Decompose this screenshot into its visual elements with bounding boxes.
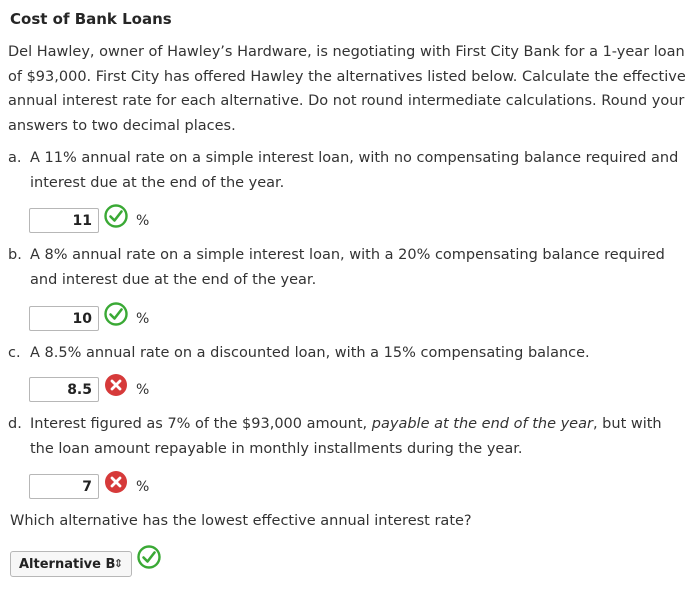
question-a — [8, 146, 698, 196]
percent-unit: % — [136, 213, 150, 229]
question-text-part: , but with the loan amount repayable in monthly installments during the year. — [30, 416, 662, 457]
x-mark-icon — [104, 470, 128, 494]
question-letter: a. — [8, 150, 22, 166]
question-letter: b. — [8, 247, 22, 263]
question-text-part: Interest figured as 7% of the $93,000 amount, — [30, 416, 372, 432]
percent-unit: % — [136, 382, 150, 398]
page-title: Cost of Bank Loans — [10, 10, 172, 28]
question-letter: d. — [8, 416, 22, 432]
question-text: A 8% annual rate on a simple interest loan, with a 20% compensating balance required and interest due at the end of the year. — [30, 247, 665, 288]
question-letter: c. — [8, 345, 21, 361]
percent-unit: % — [136, 311, 150, 327]
question-c — [8, 341, 698, 367]
question-b — [8, 243, 698, 293]
answer-input-a[interactable]: 11 — [29, 208, 99, 233]
answer-input-d[interactable]: 7 — [29, 474, 99, 499]
answer-input-b[interactable]: 10 — [29, 306, 99, 331]
check-icon — [104, 302, 128, 326]
lowest-rate-question: Which alternative has the lowest effective annual interest rate? — [10, 513, 472, 529]
x-mark-icon — [104, 373, 128, 397]
question-text: A 11% annual rate on a simple interest loan, with no compensating balance required and interest due at the end of the year. — [30, 150, 679, 191]
question-text: A 8.5% annual rate on a discounted loan, with a 15% compensating balance. — [30, 345, 590, 361]
problem-intro: Del Hawley, owner of Hawley’s Hardware, is negotiating with First City Bank for a 1-year loan of $93,000. First City has offered Hawley the alternatives listed below. Calculate the effective annual interest rate for each alternative. Do not round intermediate calculations. Round your answers to two decimal places. — [8, 44, 686, 134]
check-icon — [104, 204, 128, 228]
question-text — [30, 412, 680, 461]
chevron-updown-icon: ⇕ — [113, 557, 123, 570]
alternative-select[interactable] — [10, 551, 132, 577]
question-d — [8, 412, 698, 462]
alternative-select-value: Alternative B — [19, 556, 116, 572]
answer-input-c[interactable]: 8.5 — [29, 377, 99, 402]
check-icon — [137, 545, 161, 569]
percent-unit: % — [136, 479, 150, 495]
question-text-emphasis: payable at the end of the year — [371, 416, 593, 432]
